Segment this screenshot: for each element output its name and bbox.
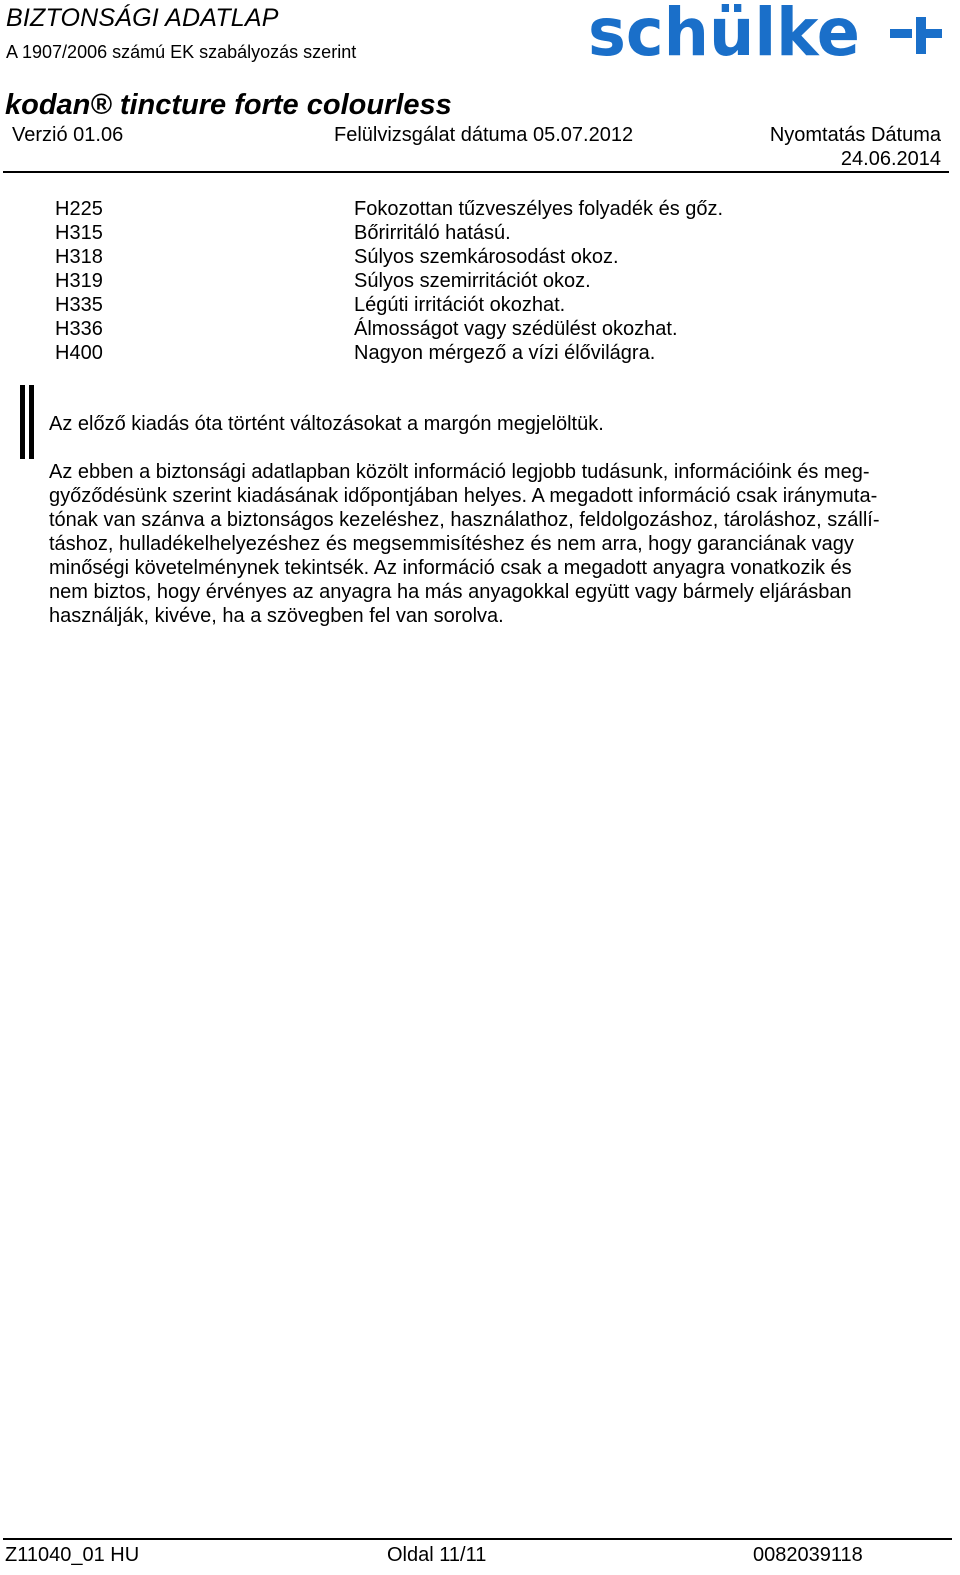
schulke-logo [588,0,944,62]
footer-reference-number: 0082039118 [753,1544,863,1566]
hazard-row [55,269,935,293]
disclaimer-line: győződésünk szerint kiadásának időpontjában helyes. A megadott információ csak iránymuta- [49,485,878,507]
header-divider [3,171,949,173]
disclaimer-line: Az ebben a biztonsági adatlapban közölt információ legjobb tudásunk, információink és meg- [49,461,870,483]
hazard-statement-list [55,197,935,365]
hazard-row [55,221,935,245]
change-note: Az előző kiadás óta történt változásokat a margón megjelöltük. [49,413,604,435]
hazard-text: Fokozottan tűzveszélyes folyadék és gőz. [354,198,724,220]
disclaimer-line: táshoz, hulladékelhelyezéshez és megsemmisítéshez és nem arra, hogy garanciának vagy [49,533,854,555]
print-date-label: Nyomtatás Dátuma [769,124,941,146]
hazard-row [55,197,935,221]
brand-mark-dash [890,29,912,38]
hazard-code: H225 [55,198,103,220]
hazard-text: Súlyos szemkárosodást okoz. [354,246,619,268]
footer-page-number: Oldal 11/11 [387,1544,487,1566]
brand-wordmark: schülke [588,0,860,62]
disclaimer-line: használják, kivéve, ha a szövegben fel van sorolva. [49,605,504,627]
hazard-code: H318 [55,246,103,268]
hazard-row [55,341,935,365]
hazard-code: H335 [55,294,103,316]
document-title: BIZTONSÁGI ADATLAP [6,4,279,32]
hazard-text: Nagyon mérgező a vízi élővilágra. [354,342,656,364]
hazard-row [55,245,935,269]
print-date: 24.06.2014 [840,148,941,170]
hazard-text: Álmosságot vagy szédülést okozhat. [354,318,678,340]
hazard-code: H319 [55,270,103,292]
disclaimer-line: nem biztos, hogy érvényes az anyagra ha más anyagokkal együtt vagy bármely eljárásban [49,581,852,603]
hazard-code: H315 [55,222,103,244]
document-subtitle: A 1907/2006 számú EK szabályozás szerint [6,42,357,62]
change-marker-bar [20,385,25,459]
hazard-row [55,317,935,341]
footer-document-id: Z11040_01 HU [5,1544,140,1566]
hazard-text: Súlyos szemirritációt okoz. [354,270,591,292]
disclaimer-line: minőségi követelménynek tekintsék. Az információ csak a megadott anyagra vonatkozik és [49,557,852,579]
footer-divider [3,1538,952,1540]
disclaimer-line: tónak van szánva a biztonságos kezeléshez, használathoz, feldolgozáshoz, tároláshoz, szállí- [49,509,880,531]
disclaimer-paragraph [49,460,929,628]
product-name: kodan® tincture forte colourless [5,89,452,121]
change-marker-bar [29,385,34,459]
hazard-text: Légúti irritációt okozhat. [354,294,566,316]
hazard-text: Bőrirritáló hatású. [354,222,511,244]
brand-mark-bar [916,29,942,38]
hazard-code: H336 [55,318,103,340]
revision-date: Felülvizsgálat dátuma 05.07.2012 [334,124,634,146]
hazard-code: H400 [55,342,103,364]
version-label: Verzió 01.06 [12,124,124,146]
hazard-row [55,293,935,317]
